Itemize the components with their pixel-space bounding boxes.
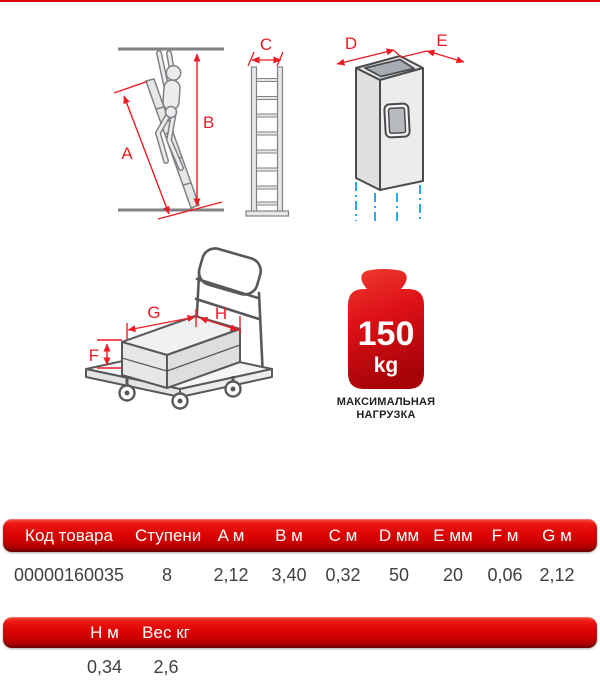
- value-cell-d: 50: [388, 565, 410, 585]
- header-cell-e: E мм: [433, 526, 473, 545]
- header-cell-g: G м: [542, 526, 572, 545]
- left-rail: [252, 67, 257, 212]
- dimension-a-label: A: [121, 144, 133, 163]
- right-rail: [278, 67, 283, 212]
- profile-section-view: [337, 31, 464, 221]
- ladder-front-view: [246, 35, 289, 216]
- value-cell-weight: 2,6: [153, 657, 179, 677]
- dimension-c-arrow: [248, 52, 283, 66]
- value-cell-product-code: 00000160035: [13, 565, 125, 585]
- header-cell-steps: Ступени: [135, 526, 202, 545]
- header-cell-a: A м: [217, 526, 245, 545]
- value-cell-a: 2,12: [213, 565, 249, 585]
- value-cell-steps: 8: [161, 565, 172, 585]
- rungs: [257, 79, 278, 206]
- header-cell-f: F м: [491, 526, 519, 545]
- value-cell-h: 0,34: [86, 657, 123, 677]
- dimension-f-label: F: [88, 346, 100, 365]
- dimension-e-arrow: [402, 51, 464, 62]
- platform-cart: [86, 245, 272, 408]
- max-load-caption-line1: МАКСИМАЛЬНАЯ: [336, 396, 436, 408]
- value-cell-b: 3,40: [271, 565, 307, 585]
- dimension-b-label: B: [203, 113, 215, 132]
- header-cell-b: B м: [275, 526, 303, 545]
- climber-head: [166, 66, 180, 80]
- dimension-c-label: C: [259, 35, 273, 54]
- dimension-e-label: E: [436, 31, 448, 50]
- header-cell-product-code: Код товара: [25, 526, 113, 545]
- climber-hip: [166, 107, 177, 118]
- max-load-badge: [337, 269, 436, 421]
- max-load-caption-line2: НАГРУЗКА: [356, 409, 416, 421]
- attic-ladder-side-view: [114, 49, 224, 219]
- spec-table-value-row: [3, 558, 597, 592]
- value-cell-e: 20: [442, 565, 464, 585]
- extra-table-value-row: [3, 651, 597, 683]
- header-cell-weight: Вес кг: [142, 623, 190, 642]
- value-cell-g: 2,12: [539, 565, 575, 585]
- extra-table-header-row: [3, 617, 597, 648]
- dimension-h-label: H: [214, 304, 228, 323]
- header-cell-d: D мм: [378, 526, 420, 545]
- max-load-value: 150: [357, 315, 415, 353]
- ladder-dimension-diagrams: [0, 0, 600, 245]
- profile-left-face: [356, 68, 380, 190]
- value-cell-f: 0,06: [487, 565, 523, 585]
- dimension-d-label: D: [344, 34, 358, 53]
- header-cell-h: H м: [90, 623, 119, 642]
- profile-window: [384, 103, 410, 137]
- header-cell-c: C м: [328, 526, 358, 545]
- value-cell-c: 0,32: [325, 565, 361, 585]
- cart-and-load-diagrams: [0, 245, 600, 440]
- max-load-unit: kg: [373, 354, 399, 377]
- ladder-base: [246, 211, 289, 216]
- dimension-g-label: G: [147, 303, 161, 322]
- spec-table-header-row: [3, 519, 597, 552]
